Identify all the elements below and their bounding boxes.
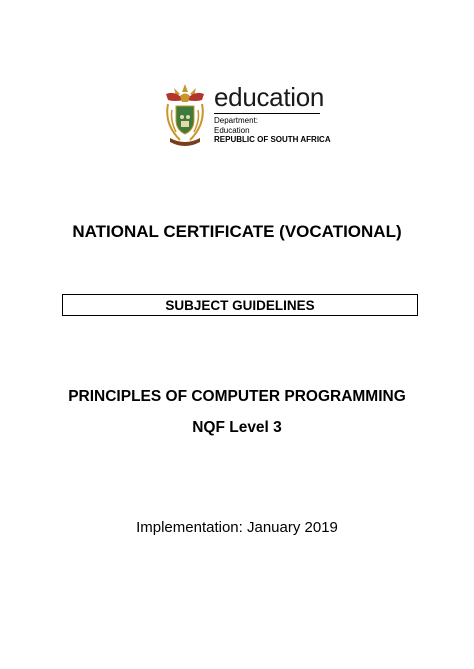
coat-of-arms-icon (162, 80, 208, 148)
department-logo (162, 80, 332, 150)
subject-guidelines-box (62, 294, 418, 316)
subject-guidelines-label: SUBJECT GUIDELINES (165, 297, 315, 313)
brand-divider (214, 113, 320, 114)
country-name: REPUBLIC OF SOUTH AFRICA (214, 135, 331, 144)
nqf-level: NQF Level 3 (192, 419, 282, 436)
subject-title: PRINCIPLES OF COMPUTER PROGRAMMING (68, 388, 406, 405)
department-name: Education (214, 125, 250, 135)
brand-name: education (214, 82, 325, 112)
implementation-date: Implementation: January 2019 (136, 519, 338, 536)
document-title: NATIONAL CERTIFICATE (VOCATIONAL) (72, 222, 402, 241)
department-text (214, 116, 331, 145)
department-label: Department: (214, 116, 259, 125)
